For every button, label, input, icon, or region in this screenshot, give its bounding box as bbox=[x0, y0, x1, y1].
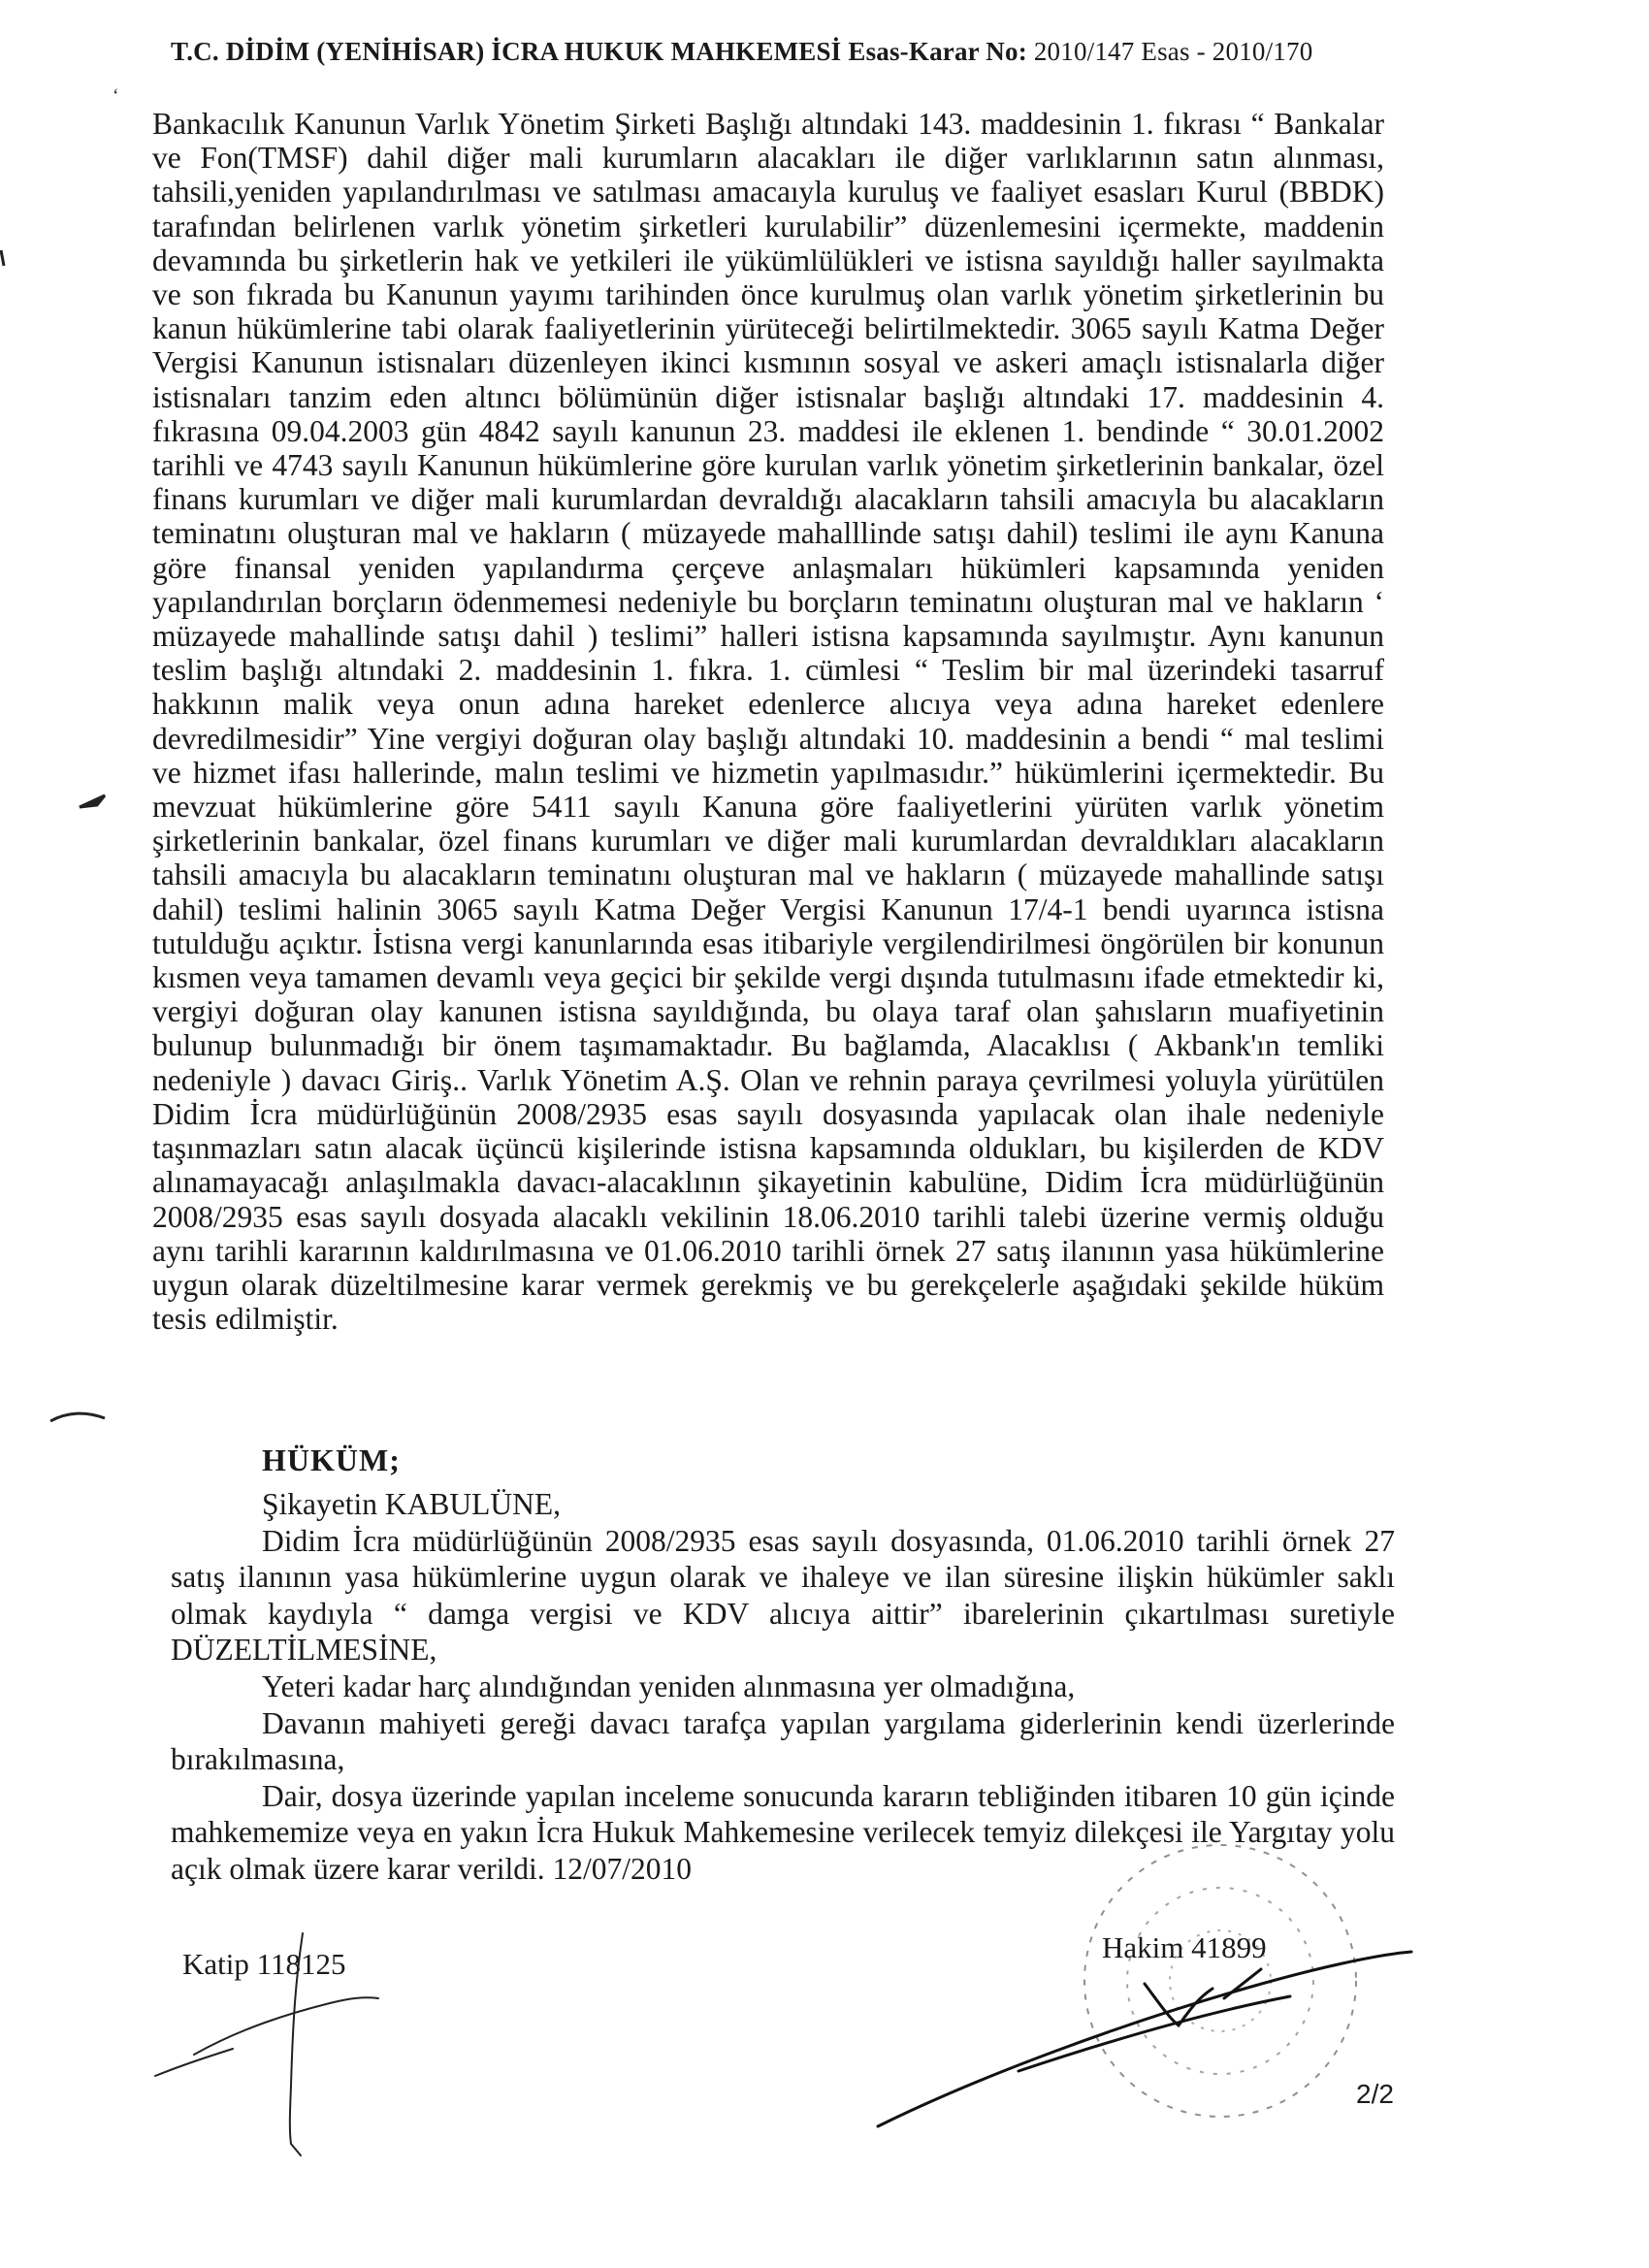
margin-marks bbox=[1, 250, 105, 1421]
reasoning-text bbox=[152, 107, 1384, 1336]
scan-mark: ‘ bbox=[113, 85, 119, 107]
ruling-item: Yeteri kadar harç alındığından yeniden alınmasına yer olmadığına, bbox=[262, 1669, 1076, 1703]
ruling-item: Dair, dosya üzerinde yapılan inceleme sonucunda kararın tebliğinden itibaren 10 gün içinde mahkememize veya en yakın İcra Hukuk Mahkemesine verilecek temyiz dilekçesi ile Yargıtay yolu açık olmak üzere karar verildi. 12/07/2010 bbox=[171, 1778, 1395, 1886]
judge-signature bbox=[878, 1952, 1411, 2126]
ruling-item: Şikayetin KABULÜNE, bbox=[262, 1487, 561, 1521]
judge-signature-label: Hakim 41899 bbox=[1102, 1930, 1267, 1964]
ruling-items bbox=[171, 1486, 1395, 1888]
reasoning-paragraph: Bankacılık Kanunun Varlık Yönetim Şirketi Başlığı altındaki 143. maddesinin 1. fıkrası “ Bankalar ve Fon(TMSF) dahil diğer mali kurumların alacakları ile diğer varlıklarının satın alınması, tahsili,yeniden yapılandırılması ve satılması amacaıyla kuruluş ve faaliyet esasları Kurul (BBDK) tarafından belirlenen varlık yönetim şirketleri kurulabilir” düzenlemesini içermekte, maddenin devamında bu şirketlerin hak ve yetkileri ile yükümlülükleri ve istisna sayıldığı haller sayılmakta ve son fıkrada bu Kanunun yayımı tarihinden önce kurulmuş olan varlık yönetim şirketlerinin bu kanun hükümlerine tabi olarak faaliyetlerinin yürüteceği belirtilmektedir. 3065 sayılı Katma Değer Vergisi Kanunun istisnaları düzenleyen ikinci kısmının sosyal ve askeri amaçlı istisnalarla diğer istisnaları tanzim eden altıncı bölümünün diğer istisnalar başlığı altındaki 17. maddesinin 4. fıkrasına 09.04.2003 gün 4842 sayılı kanunun 23. maddesi ile eklenen 1. bendinde “ 30.01.2002 tarihli ve 4743 sayılı Kanunun hükümlerine göre kurulan varlık yönetim şirketlerinin bankalar, özel finans kurumları ve diğer mali kurumlardan devraldığı alacakların tahsili amacıyla bu alacakların teminatını oluşturan mal ve hakların ( müzayede mahalllinde satışı dahil) teslimi ile aynı Kanuna göre finansal yeniden yapılandırma çerçeve anlaşmaları hükümleri kapsamında yeniden yapılandırılan borçların ödenmemesi nedeniyle bu borçların teminatını oluşturan mal ve hakların ‘ müzayede mahallinde satışı dahil ) teslimi” halleri istisna kapsamında sayılmıştır. Aynı kanunun teslim başlığı altındaki 2. maddesinin 1. fıkra. 1. cümlesi “ Teslim bir mal üzerindeki tasarruf hakkının malik veya onun adına hareket edenlerce alıcıya veya adına hareket edenlere devredilmesidir” Yine vergiyi doğuran olay başlığı altındaki 10. maddesinin a bendi “ mal teslimi ve hizmet ifası hallerinde, malın teslimi ve hizmetin yapılmasıdır.” hükümlerini içermektedir. Bu mevzuat hükümlerine göre 5411 sayılı Kanuna göre faaliyetlerini yürüten varlık yönetim şirketlerinin bankalar, özel finans kurumları ve diğer mali kurumlardan devraldıkları alacakların tahsili amacıyla bu alacakların teminatını oluşturan mal ve hakların ( müzayede mahallinde satışı dahil) teslimi halinin 3065 sayılı Katma Değer Vergisi Kanunun 17/4-1 bendi uyarınca istisna tutulduğu açıktır. İstisna vergi kanunlarında esas itibariyle vergilendirilmesi öngörülen bir konunun kısmen veya tamamen devamlı veya geçici bir şekilde vergi dışında tutulmasını ifade etmektedir ki, vergiyi doğuran olay kanunen istisna sayıldığında, bu olaya taraf olan şahısların muafiyetinin bulunup bulunmadığı bir önem taşımamaktadır. Bu bağlamda, Alacaklısı ( Akbank'ın temliki nedeniyle ) davacı Giriş.. Varlık Yönetim A.Ş. Olan ve rehnin paraya çevrilmesi yoluyla yürütülen Didim İcra müdürlüğünün 2008/2935 esas sayılı dosyasında yapılacak olan ihale nedeniyle taşınmazları satın alacak üçüncü kişilerinde istisna kapsamında oldukları, bu kişilerden de KDV alınamayacağı anlaşılmakla davacı-alacaklının şikayetinin kabulüne, Didim İcra müdürlüğünün 2008/2935 esas sayılı dosyada alacaklı vekilinin 18.06.2010 tarihli talebi üzerine vermiş olduğu aynı tarihli kararının kaldırılmasına ve 01.06.2010 tarihli örnek 27 satış ilanının yasa hükümlerine uygun olarak düzeltilmesine karar vermek gerekmiş ve bu gerekçelerle aşağıdaki şekilde hüküm tesis edilmiştir. bbox=[152, 107, 1384, 1337]
esas-karar-label: Esas-Karar No: bbox=[848, 37, 1027, 66]
clerk-signature-label: Katip 118125 bbox=[182, 1947, 346, 1981]
page-number: 2/2 bbox=[1356, 2079, 1394, 2109]
court-name: T.C. DİDİM (YENİHİSAR) İCRA HUKUK MAHKEMESİ bbox=[171, 37, 842, 66]
document-header bbox=[171, 37, 1393, 67]
ruling-title: HÜKÜM; bbox=[262, 1442, 401, 1477]
ruling-item: Davanın mahiyeti gereği davacı tarafça yapılan yargılama giderlerinin kendi üzerlerinde bırakılmasına, bbox=[171, 1705, 1395, 1777]
ruling-item: Didim İcra müdürlüğünün 2008/2935 esas sayılı dosyasında, 01.06.2010 tarihli örnek 27 satış ilanının yasa hükümlerine uygun olarak ve ihaleye ve ilan süresine ilişkin hükümler saklı olmak kaydıyla “ damga vergisi ve KDV alıcıya aittir” ibarelerinin çıkartılması suretiyle DÜZELTİLMESİNE, bbox=[171, 1523, 1395, 1668]
esas-karar-value: 2010/147 Esas - 2010/170 bbox=[1033, 37, 1313, 66]
